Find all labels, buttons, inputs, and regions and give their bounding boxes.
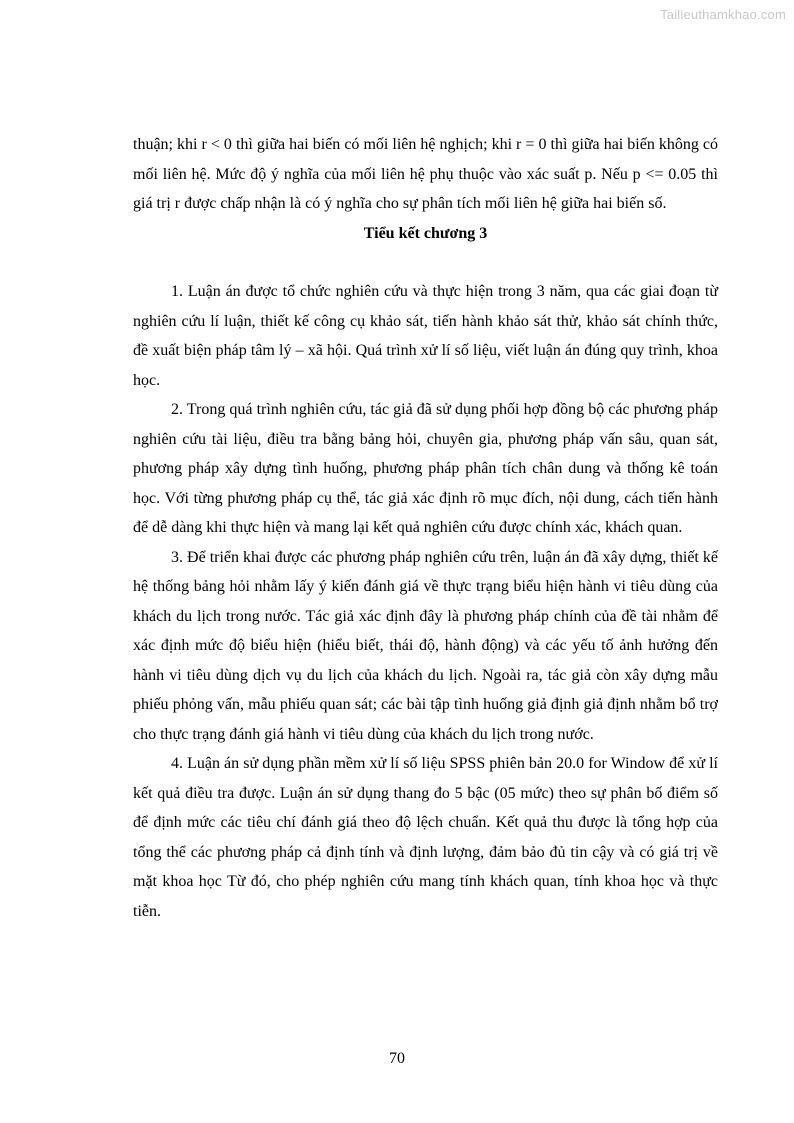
intro-paragraph: thuận; khi r < 0 thì giữa hai biến có mối liên hệ nghịch; khi r = 0 thì giữa hai biến không có mối liên hệ. Mức độ ý nghĩa của mối liên hệ phụ thuộc vào xác suất p. Nếu p <= 0.05 thì giá trị r được chấp nhận là có ý nghĩa cho sự phân tích mối liên hệ giữa hai biến số. [133,136,718,212]
section-title: Tiểu kết chương 3 [363,224,488,242]
document-body [133,130,718,926]
paragraph-1: 1. Luận án được tổ chức nghiên cứu và thực hiện trong 3 năm, qua các giai đoạn từ nghiên cứu lí luận, thiết kế công cụ khảo sát, tiến hành khảo sát thử, khảo sát chính thức, đề xuất biện pháp tâm lý – xã hội. Quá trình xử lí số liệu, viết luận án đúng quy trình, khoa học. [133,283,718,389]
page-number: 70 [389,1050,405,1067]
paragraph-3: 3. Để triển khai được các phương pháp nghiên cứu trên, luận án đã xây dựng, thiết kế hệ thống bảng hỏi nhằm lấy ý kiến đánh giá về thực trạng biểu hiện hành vi tiêu dùng của khách du lịch trong nước. Tác giả xác định đây là phương pháp chính của đề tài nhằm để xác định mức độ biểu hiện (hiểu biết, thái độ, hành động) và các yếu tố ảnh hưởng đến hành vi tiêu dùng dịch vụ du lịch của khách du lịch. Ngoài ra, tác giả còn xây dựng mẫu phiếu phỏng vấn, mẫu phiếu quan sát; các bài tập tình huống giả định giả định nhằm bổ trợ cho thực trạng đánh giá hành vi tiêu dùng của khách du lịch trong nước. [133,548,718,743]
paragraph-4: 4. Luận án sử dụng phần mềm xử lí số liệu SPSS phiên bản 20.0 for Window để xử lí kết quả điều tra được. Luận án sử dụng thang đo 5 bậc (05 mức) theo sự phân bố điểm số để định mức các tiêu chí đánh giá theo độ lệch chuẩn. Kết quả thu được là tổng hợp của tổng thể các phương pháp cả định tính và định lượng, đảm bảo đủ tin cậy và có giá trị về mặt khoa học Từ đó, cho phép nghiên cứu mang tính khách quan, tính khoa học và thực tiễn. [133,755,718,920]
paragraph-2: 2. Trong quá trình nghiên cứu, tác giả đã sử dụng phối hợp đồng bộ các phương pháp nghiên cứu tài liệu, điều tra bằng bảng hỏi, chuyên gia, phương pháp vấn sâu, quan sát, phương pháp xây dựng tình huống, phương pháp phân tích chân dung và thống kê toán học. Với từng phương pháp cụ thể, tác giả xác định rõ mục đích, nội dung, cách tiến hành để dễ dàng khi thực hiện và mang lại kết quả nghiên cứu được chính xác, khách quan. [133,401,718,536]
watermark-text: Tailieuthamkhao.com [660,7,786,22]
